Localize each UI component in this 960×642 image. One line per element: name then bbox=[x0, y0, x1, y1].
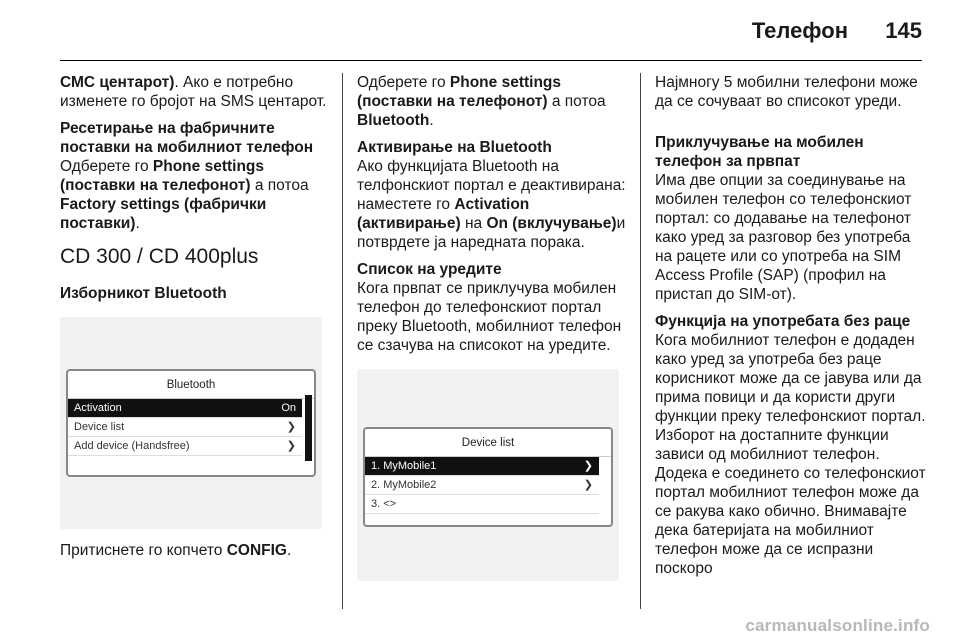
activate-paragraph bbox=[357, 157, 627, 252]
screen-row bbox=[365, 457, 599, 476]
section-title: CD 300 / CD 400plus bbox=[60, 245, 259, 268]
activate-text-3: и потврдете ја наредната порака. bbox=[357, 215, 626, 251]
column-1 bbox=[60, 73, 332, 568]
row-label: 1. MyMobile1 bbox=[371, 460, 437, 472]
bluetooth-screen-image bbox=[60, 317, 322, 529]
select-bold-2: Bluetooth bbox=[357, 112, 430, 129]
reset-paragraph bbox=[60, 157, 332, 233]
screen-title: Device list bbox=[365, 429, 611, 457]
column-2 bbox=[357, 73, 627, 581]
max-devices-paragraph: Најмногу 5 мобилни телефони може да се сочуваат во списокот уреди. bbox=[655, 74, 918, 110]
screen-row bbox=[68, 418, 302, 437]
column-3 bbox=[655, 73, 927, 586]
device-list-screen-image bbox=[357, 369, 619, 581]
column-divider-1 bbox=[342, 73, 343, 609]
activate-text-2: на bbox=[460, 215, 487, 232]
activate-heading: Активирање на Bluetooth bbox=[357, 139, 552, 156]
page-title: Телефон bbox=[751, 18, 848, 43]
activate-bold-1: Activation (активирање) bbox=[357, 196, 530, 232]
config-button-label: CONFIG bbox=[226, 542, 287, 559]
screen-row bbox=[365, 476, 599, 495]
row-label: Activation bbox=[74, 402, 122, 414]
chevron-right-icon: ❯ bbox=[286, 421, 296, 433]
press-config-paragraph bbox=[60, 541, 332, 560]
header-divider bbox=[60, 60, 922, 61]
sms-paragraph bbox=[60, 73, 332, 111]
activate-text-1: Ако функцијата Bluetooth на телфонскиот портал е деактивирана: наместете го bbox=[357, 158, 626, 213]
reset-text-3: . bbox=[135, 215, 140, 232]
select-paragraph bbox=[357, 73, 627, 130]
reset-text-2: а потоа bbox=[250, 177, 309, 194]
activate-bold-2: On (вклучување) bbox=[486, 215, 617, 232]
sms-text: . Ако е потребно изменете го бројот на SMS центарот. bbox=[60, 74, 327, 110]
row-value: On bbox=[281, 402, 296, 414]
select-text-1: Одберете го bbox=[357, 74, 450, 91]
bluetooth-display bbox=[66, 369, 316, 477]
device-list-paragraph: Кога првпат се приклучува мобилен телефон до телефонскиот портал преку Bluetooth, мобилниот телефон се сзачува на списокот на уредите. bbox=[357, 280, 622, 354]
row-label: Device list bbox=[74, 421, 125, 433]
handsfree-paragraph: Кога мобилниот телефон е додаден како уред за употреба без раце корисникот може да се јавува или да прима повици и да користи други функции преку телефонскиот портал. Изборот на достапните функции зависи од мобилниот телефон. Додека е соединето со телефонскиот портал мобилниот телефон може да се ракува како обично. Внимавајте дека батеријата на мобилниот телефон може да се испразни поскоро bbox=[655, 332, 926, 577]
sms-bold: СМС центарот) bbox=[60, 74, 175, 91]
select-text-3: . bbox=[429, 112, 434, 129]
reset-bold-2: Factory settings (фабрички поставки) bbox=[60, 196, 267, 232]
page-header bbox=[0, 0, 960, 60]
handsfree-heading: Функција на употребата без раце bbox=[655, 313, 911, 330]
screen-title: Bluetooth bbox=[68, 371, 314, 399]
select-text-2: а потоа bbox=[547, 93, 606, 110]
row-label: 3. <> bbox=[371, 498, 397, 510]
page-number: 145 bbox=[885, 18, 922, 43]
press-text-2: . bbox=[286, 542, 292, 559]
press-text-1: Притиснете го копчето bbox=[60, 542, 227, 559]
device-list-heading: Список на уредите bbox=[357, 261, 502, 278]
bluetooth-menu-heading: Изборникот Bluetooth bbox=[60, 285, 227, 302]
screen-scrollbar bbox=[305, 395, 312, 461]
screen-row bbox=[68, 437, 302, 456]
reset-bold-1: Phone settings (поставки на телефонот) bbox=[60, 158, 265, 194]
chevron-right-icon: ❯ bbox=[583, 479, 593, 491]
connect-paragraph: Има две опции за соединување на мобилен телефон со телефонскиот портал: со додавање на телефонот како уред за разговор без употреба на рацете или со употреба на SIM Access Profile (SAP) (профил на пристап до SIM-от). bbox=[655, 172, 912, 303]
select-bold-1: Phone settings (поставки на телефонот) bbox=[357, 74, 562, 110]
chevron-right-icon: ❯ bbox=[583, 460, 593, 472]
chevron-right-icon: ❯ bbox=[286, 440, 296, 452]
row-label: 2. MyMobile2 bbox=[371, 479, 437, 491]
screen-row bbox=[68, 399, 302, 418]
column-divider-2 bbox=[640, 73, 641, 609]
device-list-display bbox=[363, 427, 613, 527]
reset-heading: Ресетирање на фабричните поставки на мобилниот телефон bbox=[60, 120, 314, 156]
watermark: carmanualsonline.info bbox=[745, 616, 930, 635]
reset-text-1: Одберете го bbox=[60, 158, 153, 175]
connect-heading: Приклучување на мобилен телефон за првпат bbox=[655, 134, 864, 170]
row-label: Add device (Handsfree) bbox=[74, 440, 190, 452]
screen-row bbox=[365, 495, 599, 514]
